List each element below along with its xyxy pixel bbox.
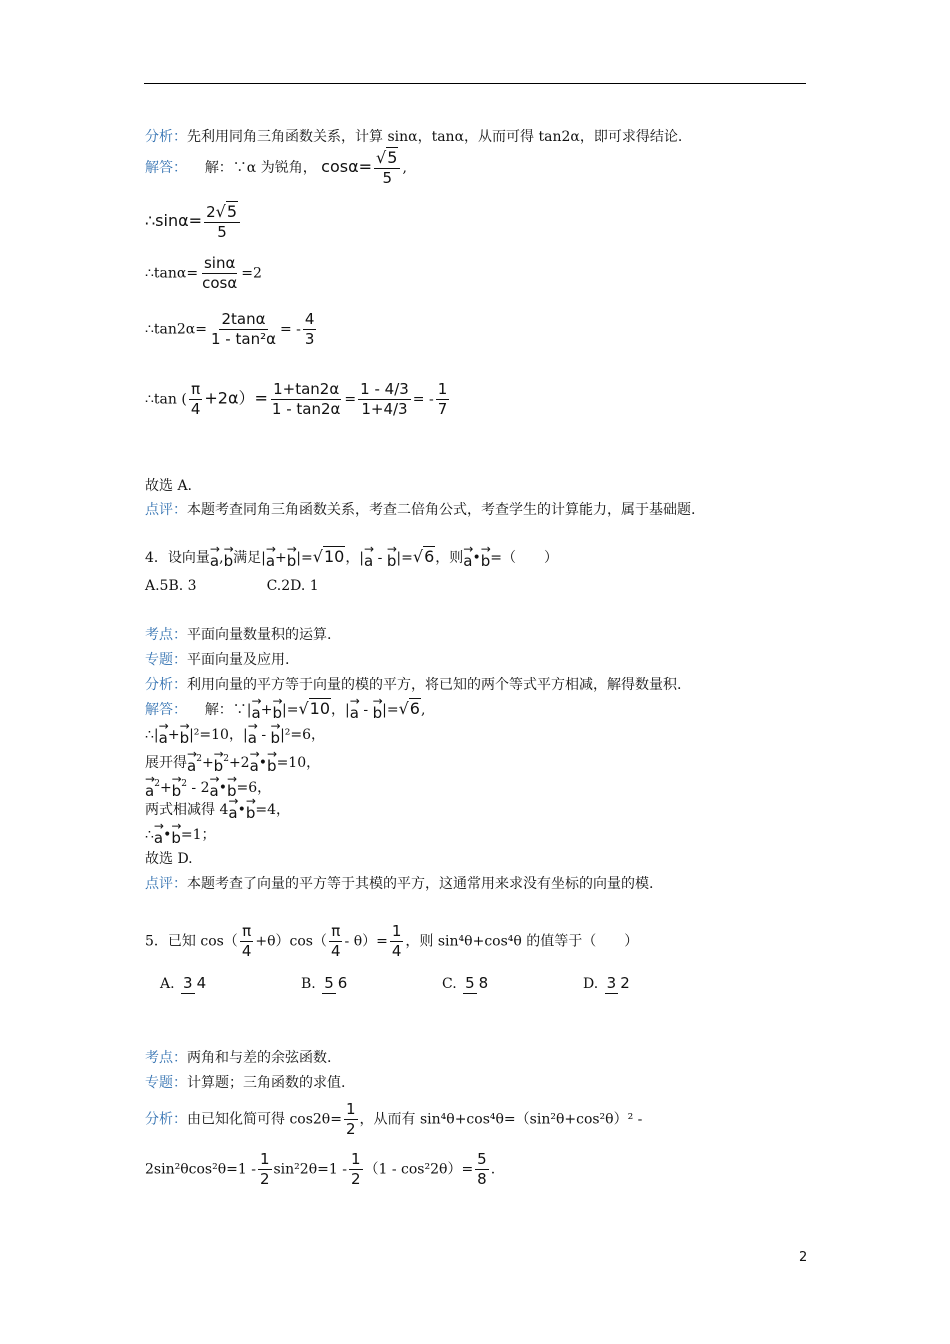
- q4-zhuanti: 专题：平面向量及应用.: [145, 652, 290, 668]
- q4-comment: 点评：本题考查了向量的平方等于其模的平方，这通常用来求没有坐标的向量的模.: [145, 876, 654, 892]
- q3-choose: 故选 A.: [145, 478, 193, 494]
- q4-choose: 故选 D.: [145, 851, 193, 867]
- comment-tag: 点评：: [145, 502, 187, 518]
- page-number: 2: [799, 1250, 808, 1265]
- q3-comment: 点评：本题考查同角三角函数关系，考查二倍角公式，考查学生的计算能力，属于基础题.: [145, 502, 696, 518]
- q5-analysis: 分析：由已知化简可得 cos2θ= $\frac{1}{2}$ ，从而有 sin⁴θ+cos⁴θ=（sin²θ+cos²θ）² -: [145, 1100, 643, 1138]
- final-value: $\frac{1}{7}$: [437, 380, 448, 418]
- final-fraction-2: $\frac{1 - 4/3}{1+4/3}$: [360, 380, 409, 418]
- q3-analysis: 分析：先利用同角三角函数关系，计算 sinα，tanα，从而可得 tan2α，即可求得结论.: [145, 129, 683, 145]
- q5-stem: 5．已知 cos（ $\frac{\pi}{4}$ +θ）cos（ $\frac{\pi}{4}$ - θ）= $\frac{1}{4}$ ，则 sin⁴θ+cos⁴θ 的值等于（ ）: [145, 922, 639, 960]
- q4-step-4: 两式相减得 4→ a•→ b=4，: [145, 800, 290, 820]
- q4-options: A.5B. 3 C.2D. 1: [145, 578, 319, 594]
- q4-step-5: ∴→ a•→ b=1；: [145, 825, 216, 845]
- q4-answer: 解答： 解：∵|→ a+→ b|=√10，|→ a - → b|=√6,: [145, 700, 425, 720]
- q4-analysis: 分析：利用向量的平方等于向量的模的平方，将已知的两个等式平方相减，解得数量积.: [145, 677, 682, 693]
- q3-answer-line: 解答： 解：∵α 为锐角， cosα= $\frac{√5}{5}$ ,: [145, 148, 407, 187]
- q3-tan2-line: ∴tan2α= $\frac{2\tan\alpha}{\text{1 - tan²α}}$ = - $\frac{4}{3}$: [145, 310, 315, 348]
- answer-tag: 解答：: [145, 160, 187, 176]
- q4-stem: 4．设向量→ a,→ b满足|→ a+→ b|=√10，|→ a - → b|=√6，则→ a•→ b=（ ）: [145, 548, 558, 568]
- q4-step-2: 展开得→ $a^2+\to b^2+2\to$ a•→ b=10，: [145, 750, 320, 773]
- q4-step-3: → $a^2+\to b^2 - 2\to$ a•→ b=6，: [145, 775, 271, 798]
- q5-kaodian: 考点：两角和与差的余弦函数.: [145, 1050, 332, 1066]
- q5-options: A. 3 4 B. 5 6 C. 5 8 D. 3 2: [160, 974, 630, 992]
- tan2-value: $\frac{4}{3}$: [304, 310, 315, 348]
- tan2-fraction: $\frac{2\tan\alpha}{\text{1 - tan²α}}$: [211, 310, 276, 348]
- tan-fraction: $\frac{\sin\alpha}{\cos\alpha}$: [202, 254, 238, 292]
- q5-analysis-cont: 2sin²θcos²θ=1 - $\frac{1}{2}$ sin²2θ=1 - $\frac{1}{2}$ （1 - cos²2θ）= $\frac{5}{8}$ .: [145, 1150, 496, 1188]
- pi-over-4: $\frac{\pi}{4}$: [190, 380, 201, 418]
- q4-kaodian: 考点：平面向量数量积的运算.: [145, 627, 332, 643]
- q3-sin-line: ∴sinα= $\frac{2√5}{5}$: [145, 202, 242, 242]
- cos-fraction: $\frac{√5}{5}$: [374, 148, 400, 188]
- final-fraction-1: $\frac{1+\tan 2\alpha}{1 - \tan 2\alpha}$: [271, 380, 341, 418]
- sin-fraction: $\frac{2√5}{5}$: [204, 202, 240, 242]
- analysis-tag: 分析：: [145, 129, 187, 145]
- q4-step-1: ∴|→ a+→ b|²=10，|→ a - → b|²=6，: [145, 725, 325, 745]
- q3-tan-line: ∴tanα= $\frac{\sin\alpha}{\cos\alpha}$ =2: [145, 254, 262, 292]
- header-rule: [144, 83, 806, 84]
- q5-zhuanti: 专题：计算题；三角函数的求值.: [145, 1075, 346, 1091]
- q3-final-line: ∴tan ( $\frac{\pi}{4}$ +2α）= $\frac{1+\tan 2\alpha}{1 - \tan 2\alpha}$ = $\frac{1 - 4/3}{1+4/3}$ = - $\frac{1}{7}$: [145, 380, 448, 418]
